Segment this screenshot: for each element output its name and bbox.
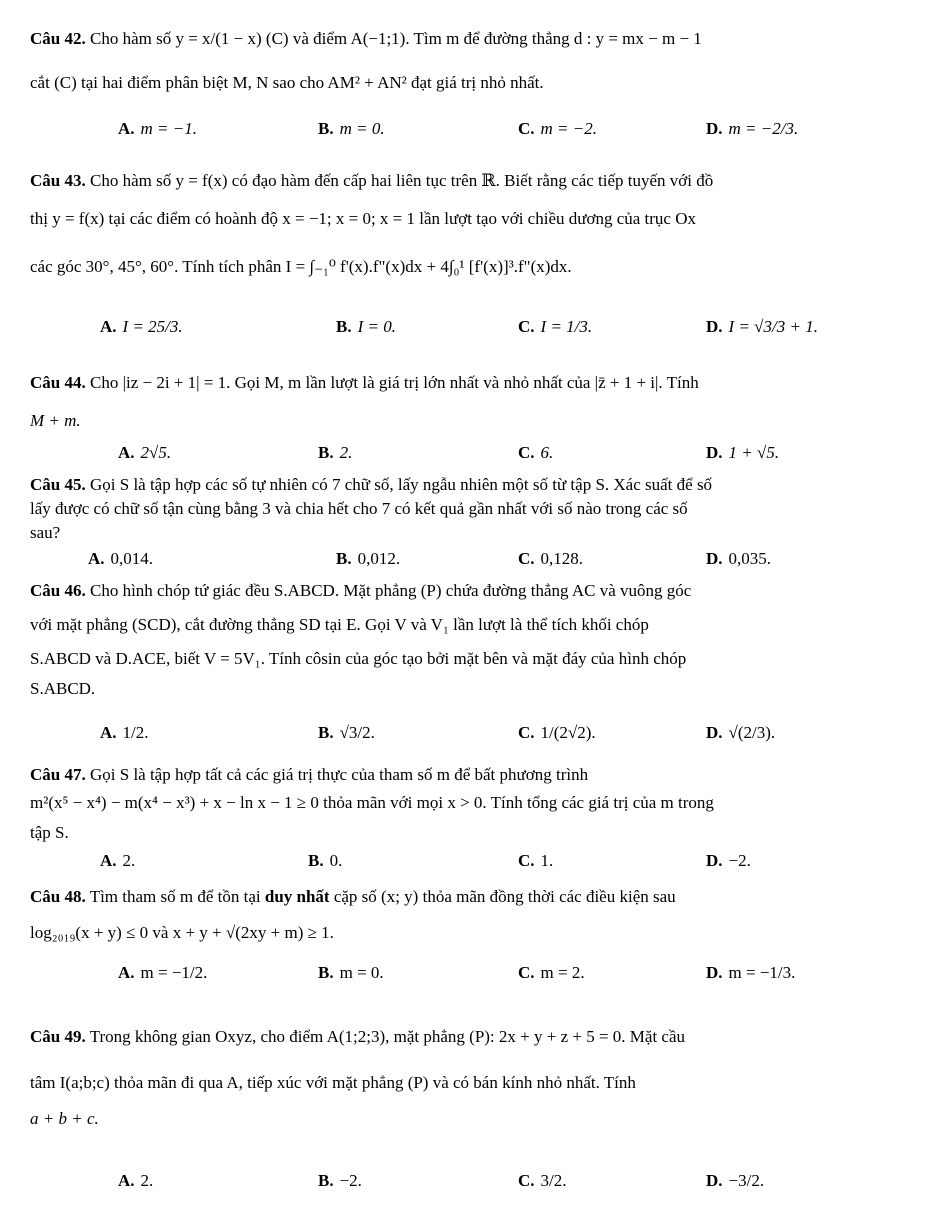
q44-label: Câu 44. bbox=[30, 373, 86, 392]
q48-option-c[interactable]: C. m = 2. bbox=[518, 963, 585, 982]
q42-options bbox=[0, 114, 929, 144]
q48-line1: Câu 48. Tìm tham số m để tồn tại duy nhất cặp số (x; y) thỏa mãn đồng thời các điều kiện sau bbox=[30, 887, 676, 906]
q45-line3: sau? bbox=[30, 523, 61, 542]
q49-line3: a + b + c. bbox=[30, 1109, 99, 1128]
q46-options bbox=[0, 718, 929, 748]
q43-label: Câu 43. bbox=[30, 171, 86, 190]
q44-option-a[interactable]: A. 2√5. bbox=[118, 443, 172, 462]
q45-label: Câu 45. bbox=[30, 475, 86, 494]
q49-line2: tâm I(a;b;c) thỏa mãn đi qua A, tiếp xúc với mặt phẳng (P) và có bán kính nhỏ nhất. Tính bbox=[30, 1073, 636, 1092]
q43-option-c[interactable]: C. I = 1/3. bbox=[518, 317, 593, 336]
q43-option-a[interactable]: A. I = 25/3. bbox=[100, 317, 183, 336]
q44-option-c[interactable]: C. 6. bbox=[518, 443, 554, 462]
q47-label: Câu 47. bbox=[30, 765, 86, 784]
q44-option-d[interactable]: D. 1 + √5. bbox=[706, 443, 780, 462]
q45-line2: lấy được có chữ số tận cùng bằng 3 và chia hết cho 7 có kết quả gần nhất với số nào trong các số bbox=[30, 499, 688, 518]
q49-options bbox=[0, 1166, 929, 1196]
q45-options bbox=[0, 544, 929, 574]
q47-option-c[interactable]: C. 1. bbox=[518, 851, 554, 870]
q47-options bbox=[0, 846, 929, 876]
q42-text-1: Cho hàm số y = x/(1 − x) (C) và điểm A(−1;1). Tìm m để đường thẳng d : y = mx − m − 1 bbox=[89, 29, 702, 48]
q42-option-d[interactable]: D. m = −2/3. bbox=[706, 119, 799, 138]
q49-option-b[interactable]: B. −2. bbox=[318, 1171, 362, 1190]
q46-option-d[interactable]: D. √(2/3). bbox=[706, 723, 776, 742]
q45-option-c[interactable]: C. 0,128. bbox=[518, 549, 584, 568]
q48-options bbox=[0, 958, 929, 988]
q43-option-b[interactable]: B. I = 0. bbox=[336, 317, 396, 336]
q45-option-a[interactable]: A. 0,014. bbox=[88, 549, 154, 568]
q42-option-a[interactable]: A. m = −1. bbox=[118, 119, 198, 138]
q48-option-a[interactable]: A. m = −1/2. bbox=[118, 963, 208, 982]
q42-line1 bbox=[30, 28, 899, 50]
q44-option-b[interactable]: B. 2. bbox=[318, 443, 353, 462]
q44-line1: Câu 44. Cho |iz − 2i + 1| = 1. Gọi M, m lần lượt là giá trị lớn nhất và nhỏ nhất của |z̄ + 1 + i|. Tính bbox=[30, 373, 699, 392]
q48-line2: log₂₀₁₉(x + y) ≤ 0 và x + y + √(2xy + m) ≥ 1. bbox=[30, 923, 334, 942]
q49-option-a[interactable]: A. 2. bbox=[118, 1171, 154, 1190]
q47-option-b[interactable]: B. 0. bbox=[308, 851, 343, 870]
q47-line2: m²(x⁵ − x⁴) − m(x⁴ − x³) + x − ln x − 1 ≥ 0 thỏa mãn với mọi x > 0. Tính tổng các giá trị của m trong bbox=[30, 793, 714, 812]
q48-emphasis: duy nhất bbox=[264, 887, 330, 906]
q48-option-d[interactable]: D. m = −1/3. bbox=[706, 963, 796, 982]
q42-label: Câu 42. bbox=[30, 29, 86, 48]
q49-label: Câu 49. bbox=[30, 1027, 86, 1046]
q45-line1: Câu 45. Gọi S là tập hợp các số tự nhiên có 7 chữ số, lấy ngẫu nhiên một số từ tập S. Xác suất để số bbox=[30, 475, 713, 494]
q48-label: Câu 48. bbox=[30, 887, 86, 906]
q43-option-d[interactable]: D. I = √3/3 + 1. bbox=[706, 317, 818, 336]
q45-option-d[interactable]: D. 0,035. bbox=[706, 549, 772, 568]
q43-line1: Câu 43. Cho hàm số y = f(x) có đạo hàm đến cấp hai liên tục trên ℝ. Biết rằng các tiếp tuyến với đồ bbox=[30, 171, 714, 190]
q42-line2: cắt (C) tại hai điểm phân biệt M, N sao cho AM² + AN² đạt giá trị nhỏ nhất. bbox=[30, 73, 544, 92]
q42-option-b[interactable]: B. m = 0. bbox=[318, 119, 385, 138]
q47-line3: tập S. bbox=[30, 823, 69, 842]
q46-label: Câu 46. bbox=[30, 581, 86, 600]
q46-option-c[interactable]: C. 1/(2√2). bbox=[518, 723, 596, 742]
q48-option-b[interactable]: B. m = 0. bbox=[318, 963, 384, 982]
q46-line2: với mặt phẳng (SCD), cắt đường thẳng SD tại E. Gọi V và V₁ lần lượt là thể tích khối chóp bbox=[30, 615, 649, 634]
q46-option-b[interactable]: B. √3/2. bbox=[318, 723, 375, 742]
q42-option-c[interactable]: C. m = −2. bbox=[518, 119, 598, 138]
q47-option-a[interactable]: A. 2. bbox=[100, 851, 136, 870]
q49-line1: Câu 49. Trong không gian Oxyz, cho điểm A(1;2;3), mặt phẳng (P): 2x + y + z + 5 = 0. Mặt cầu bbox=[30, 1027, 686, 1046]
q46-option-a[interactable]: A. 1/2. bbox=[100, 723, 149, 742]
q49-option-c[interactable]: C. 3/2. bbox=[518, 1171, 567, 1190]
q43-line2: thị y = f(x) tại các điểm có hoành độ x = −1; x = 0; x = 1 lần lượt tạo với chiều dương của trục Ox bbox=[30, 209, 696, 228]
q44-line2: M + m. bbox=[30, 411, 81, 430]
q46-line4: S.ABCD. bbox=[30, 679, 96, 698]
q46-line1: Câu 46. Cho hình chóp tứ giác đều S.ABCD. Mặt phẳng (P) chứa đường thẳng AC và vuông góc bbox=[30, 581, 692, 600]
q43-line3: các góc 30°, 45°, 60°. Tính tích phân I = ∫₋₁⁰ f'(x).f"(x)dx + 4∫₀¹ [f'(x)]³.f"(x)dx. bbox=[30, 257, 572, 276]
q44-options bbox=[0, 438, 929, 468]
q46-line3: S.ABCD và D.ACE, biết V = 5V₁. Tính côsin của góc tạo bởi mặt bên và mặt đáy của hình chóp bbox=[30, 649, 687, 668]
q45-option-b[interactable]: B. 0,012. bbox=[336, 549, 401, 568]
q47-option-d[interactable]: D. −2. bbox=[706, 851, 751, 870]
q43-options bbox=[0, 312, 929, 342]
q49-option-d[interactable]: D. −3/2. bbox=[706, 1171, 765, 1190]
q47-line1: Câu 47. Gọi S là tập hợp tất cả các giá trị thực của tham số m để bất phương trình bbox=[30, 765, 589, 784]
